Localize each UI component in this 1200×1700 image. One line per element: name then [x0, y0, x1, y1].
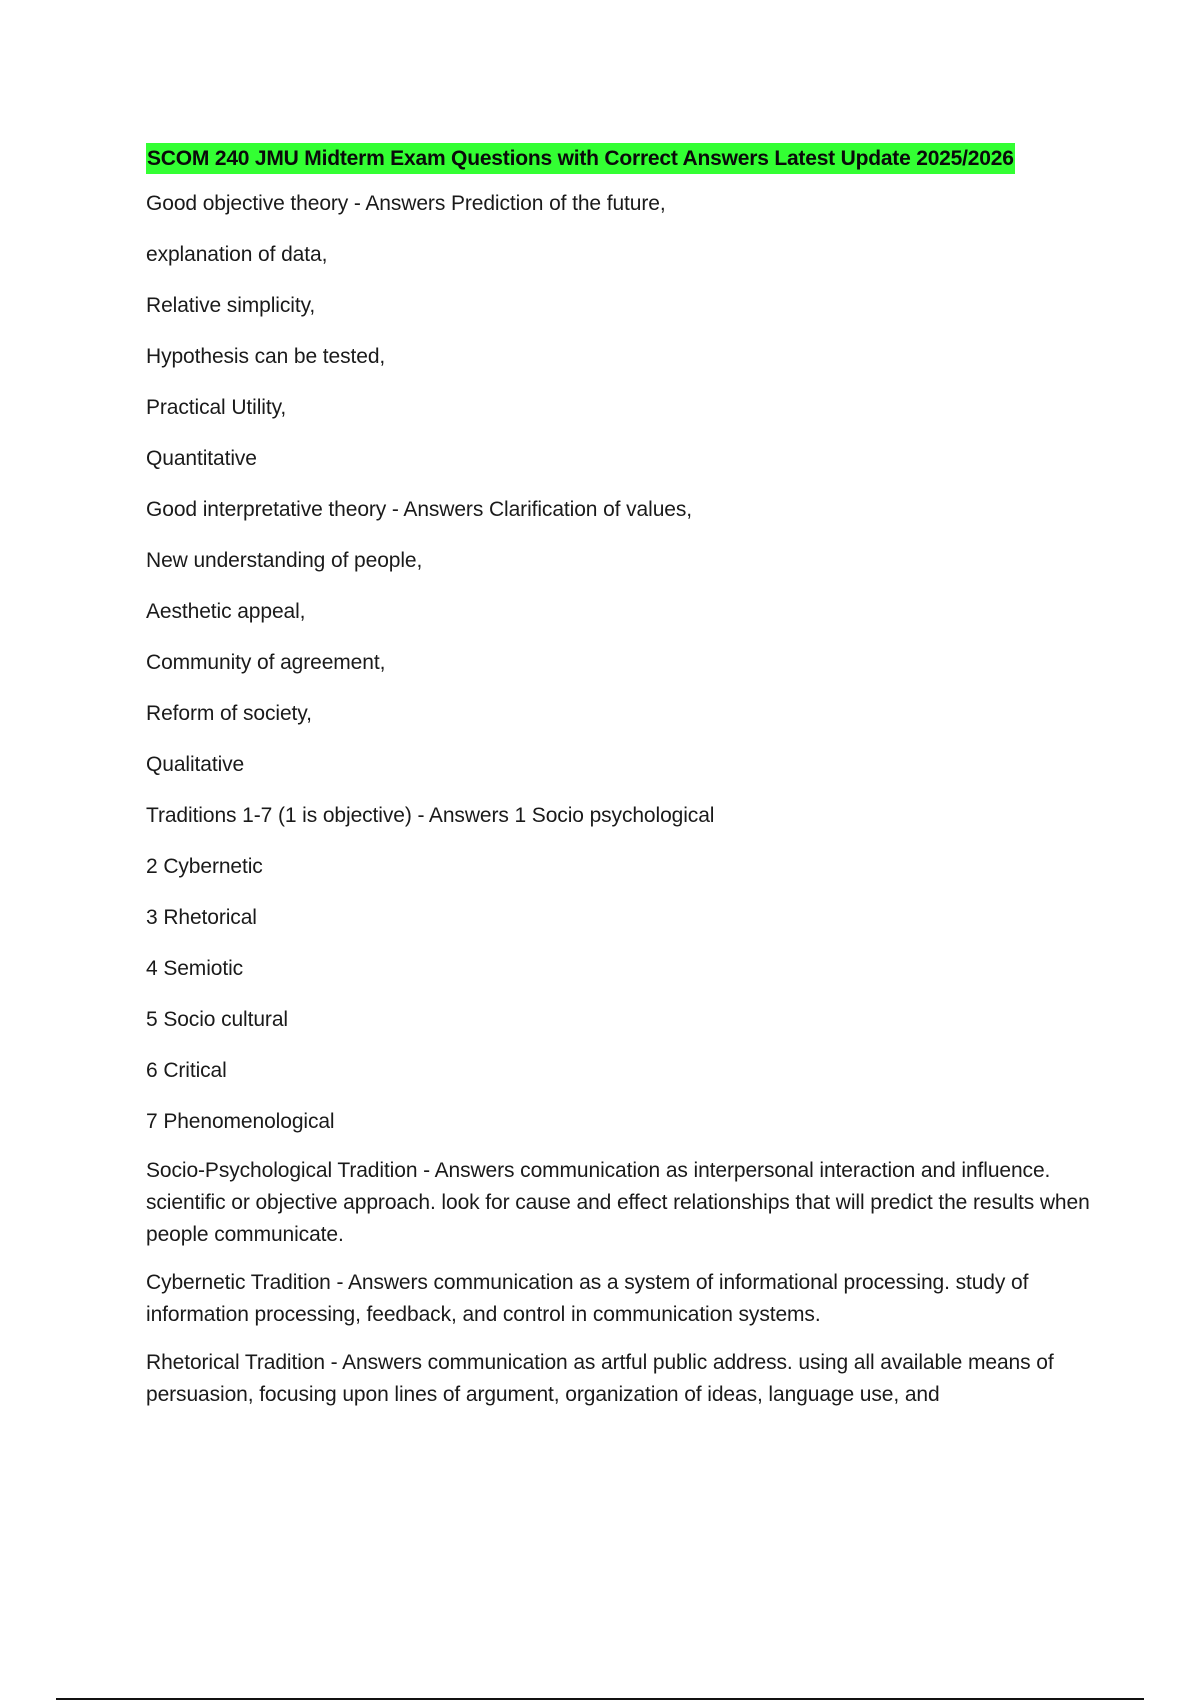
- answer-line: Reform of society,: [146, 702, 312, 725]
- answer-line: Good objective theory - Answers Prediction of the future,: [146, 192, 666, 215]
- answer-line: 4 Semiotic: [146, 957, 244, 980]
- answer-line: Community of agreement,: [146, 651, 386, 674]
- answer-line: Aesthetic appeal,: [146, 600, 306, 623]
- answer-line: 6 Critical: [146, 1059, 227, 1082]
- title-wrapper: [146, 143, 1096, 174]
- answer-line: 3 Rhetorical: [146, 906, 257, 929]
- answer-line: 5 Socio cultural: [146, 1008, 288, 1031]
- answer-line: 2 Cybernetic: [146, 855, 263, 878]
- answer-paragraph: Rhetorical Tradition - Answers communication as artful public address. using all available means of persuasion, focusing upon lines of argument, organization of ideas, language use, and: [146, 1351, 1054, 1406]
- answer-line: New understanding of people,: [146, 549, 423, 572]
- document-title: SCOM 240 JMU Midterm Exam Questions with Correct Answers Latest Update 2025/2026: [146, 143, 1015, 174]
- answer-line: Practical Utility,: [146, 396, 287, 419]
- answer-line: Quantitative: [146, 447, 257, 470]
- answer-line: Hypothesis can be tested,: [146, 345, 386, 368]
- answer-line: Qualitative: [146, 753, 245, 776]
- answer-paragraph: Socio-Psychological Tradition - Answers communication as interpersonal interaction and influence. scientific or objective approach. look for cause and effect relationships that will predict the results when people communicate.: [146, 1159, 1090, 1246]
- answer-line: 7 Phenomenological: [146, 1110, 335, 1133]
- answer-line: Traditions 1-7 (1 is objective) - Answers 1 Socio psychological: [146, 804, 715, 827]
- answer-paragraph: Cybernetic Tradition - Answers communication as a system of informational processing. study of information processing, feedback, and control in communication systems.: [146, 1271, 1029, 1326]
- document-content: [146, 143, 1096, 1411]
- answer-line: explanation of data,: [146, 243, 328, 266]
- answer-line: Relative simplicity,: [146, 294, 316, 317]
- answer-line: Good interpretative theory - Answers Clarification of values,: [146, 498, 692, 521]
